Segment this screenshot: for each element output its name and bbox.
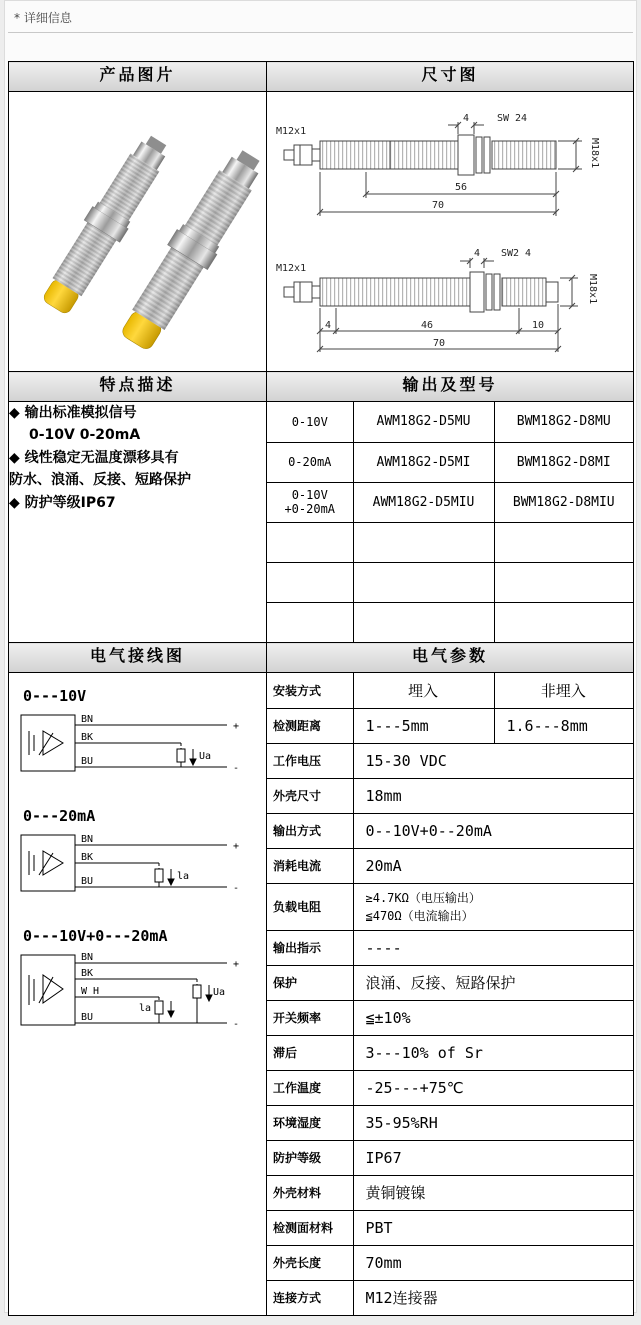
output-models-cell [267,402,634,643]
wire-label-bn: BN [81,714,94,725]
param-label: 开关频率 [267,1000,353,1035]
param-value: ≦±10% [353,1000,633,1035]
param-row [267,1035,633,1070]
param-row [267,1210,633,1245]
wire-label-bk: BK [81,852,94,863]
param-value: 浪涌、反接、短路保护 [353,965,633,1000]
section-header-row-2 [9,372,634,402]
load-label-la: la [177,871,190,882]
params-table [267,673,633,1315]
param-label: 检测面材料 [267,1210,353,1245]
param-row [267,883,633,930]
section-header-row-1 [9,62,634,92]
param-row [267,1245,633,1280]
param-value: 黄铜镀镍 [353,1175,633,1210]
output-row [267,402,633,442]
wiring-title-3: 0---10V+0---20mA [23,927,168,945]
section-header-params: 电气参数 [267,643,634,673]
section-header-output: 输出及型号 [267,372,634,402]
param-row [267,708,633,743]
media-row [9,92,634,372]
wiring-diagram-0-10v [19,709,259,793]
output-models-table [267,402,633,642]
feature-line: ◆ 防护等级IP67 [9,494,116,511]
dim-label-4-top: 4 [462,113,470,124]
load-label-ua: Ua [199,751,212,762]
output-model-a: AWM18G2-D5MU [353,402,494,442]
wiring-diagram-0-20ma [19,829,259,913]
dim-label-sw2-4: SW2 4 [500,248,532,259]
load-label-ua: Ua [213,987,226,998]
param-label: 外壳长度 [267,1245,353,1280]
section-header-dimension: 尺寸图 [267,62,634,92]
param-label: 消耗电流 [267,848,353,883]
param-row [267,965,633,1000]
page-sheet [4,0,637,1313]
param-value: -25---+75℃ [353,1070,633,1105]
product-photo-image [13,92,263,360]
dim-label-m12-bottom: M12x1 [276,263,307,274]
param-label: 外壳材料 [267,1175,353,1210]
param-row [267,1140,633,1175]
output-row-empty [267,522,633,562]
param-row [267,1105,633,1140]
wire-label-bk: BK [81,968,94,979]
output-model-a: AWM18G2-D5MIU [353,482,494,522]
dim-label-4-bottom: 4 [324,320,332,331]
params-cell [267,673,634,1316]
spec-table [8,61,634,1316]
param-value-line-1: ≥4.7KΩ（电压输出） [365,890,481,905]
polarity-minus: - [233,883,240,894]
features-cell [9,402,267,643]
param-row [267,673,633,708]
param-value: 15-30 VDC [353,743,633,778]
dim-label-sw24: SW 24 [496,113,528,124]
output-model-b: BWM18G2-D8MI [494,442,633,482]
polarity-plus: + [233,959,240,970]
param-row [267,778,633,813]
polarity-plus: + [233,841,240,852]
top-divider [8,32,633,33]
output-type-line-2: +0-20mA [284,502,336,516]
wiring-cell [9,673,267,1316]
wire-label-bu: BU [81,756,94,767]
param-row [267,930,633,965]
section-header-product-image: 产品图片 [9,62,267,92]
param-value-line-2: ≦470Ω（电流输出） [365,908,474,923]
param-label: 环境湿度 [267,1105,353,1140]
output-type-line-1: 0-10V [291,488,328,502]
param-value: PBT [353,1210,633,1245]
param-value: 埋入 [353,673,494,708]
output-row-empty [267,562,633,602]
wire-label-bn: BN [81,834,94,845]
param-row [267,1280,633,1315]
wire-label-wh: W H [81,986,100,997]
output-type: 0-10V [267,402,353,442]
param-value: ---- [353,930,633,965]
output-model-b: BWM18G2-D8MIU [494,482,633,522]
dim-label-m18-bottom: M18x1 [587,274,598,305]
param-value: IP67 [353,1140,633,1175]
output-model-b: BWM18G2-D8MU [494,402,633,442]
param-row [267,848,633,883]
param-label: 工作温度 [267,1070,353,1105]
features-output-row [9,402,634,643]
wire-label-bu: BU [81,876,94,887]
load-label-la: la [139,1003,152,1014]
wire-label-bu: BU [81,1012,94,1023]
dim-label-m12-top: M12x1 [276,126,307,137]
param-value: 0--10V+0--20mA [353,813,633,848]
output-type [267,482,353,522]
param-label: 保护 [267,965,353,1000]
param-row [267,1175,633,1210]
param-value: 非埋入 [494,673,633,708]
param-row [267,743,633,778]
feature-line: 防水、浪涌、反接、短路保护 [9,472,191,489]
param-label: 连接方式 [267,1280,353,1315]
wiring-diagram-0-10v-0-20ma [19,949,259,1049]
wire-label-bn: BN [81,952,94,963]
param-value: M12连接器 [365,1289,438,1308]
polarity-plus: + [233,721,240,732]
param-value [353,883,633,930]
wiring-title-2: 0---20mA [23,807,96,825]
page-title: * 详细信息 [14,11,72,25]
dim-label-m18-top: M18x1 [589,138,600,169]
dim-label-70-bottom: 70 [432,338,446,349]
section-header-row-3 [9,643,634,673]
param-row [267,813,633,848]
output-model-a: AWM18G2-D5MI [353,442,494,482]
dim-label-46: 46 [420,320,434,331]
dimension-drawing-nonflush [270,228,630,368]
dim-label-70-top: 70 [431,200,445,211]
output-row [267,482,633,522]
param-value: 20mA [353,848,633,883]
polarity-minus: - [233,1019,240,1030]
feature-line: ◆ 线性稳定无温度漂移具有 [9,449,179,466]
dimension-drawing-flush [270,94,630,226]
dimension-cell [267,92,634,372]
feature-line: ◆ 输出标准模拟信号 [9,405,137,421]
dim-label-10: 10 [531,320,545,331]
param-value: 1---5mm [353,708,494,743]
feature-line: 0-10V 0-20mA [29,427,141,444]
param-label: 防护等级 [267,1140,353,1175]
param-value: 1.6---8mm [494,708,633,743]
wire-label-bk: BK [81,732,94,743]
wiring-params-row [9,673,634,1316]
param-label: 输出指示 [267,930,353,965]
param-label: 滞后 [267,1035,353,1070]
param-value: 3---10% of Sr [353,1035,633,1070]
param-label: 输出方式 [267,813,353,848]
output-row [267,442,633,482]
product-photo-cell [9,92,267,372]
polarity-minus: - [233,763,240,774]
param-value: 35-95%RH [353,1105,633,1140]
param-label: 安装方式 [267,673,353,708]
wiring-title-1: 0---10V [23,687,87,705]
section-header-wiring: 电气接线图 [9,643,267,673]
param-label: 工作电压 [267,743,353,778]
param-label: 负载电阻 [267,883,353,930]
param-value: 70mm [353,1245,633,1280]
param-label: 检测距离 [267,708,353,743]
output-type: 0-20mA [267,442,353,482]
section-header-features: 特点描述 [9,372,267,402]
output-row-empty [267,602,633,642]
dim-label-4-bottom-top: 4 [473,248,481,259]
param-label: 外壳尺寸 [267,778,353,813]
param-row [267,1070,633,1105]
param-row [267,1000,633,1035]
param-value: 18mm [353,778,633,813]
dim-label-56: 56 [454,182,468,193]
